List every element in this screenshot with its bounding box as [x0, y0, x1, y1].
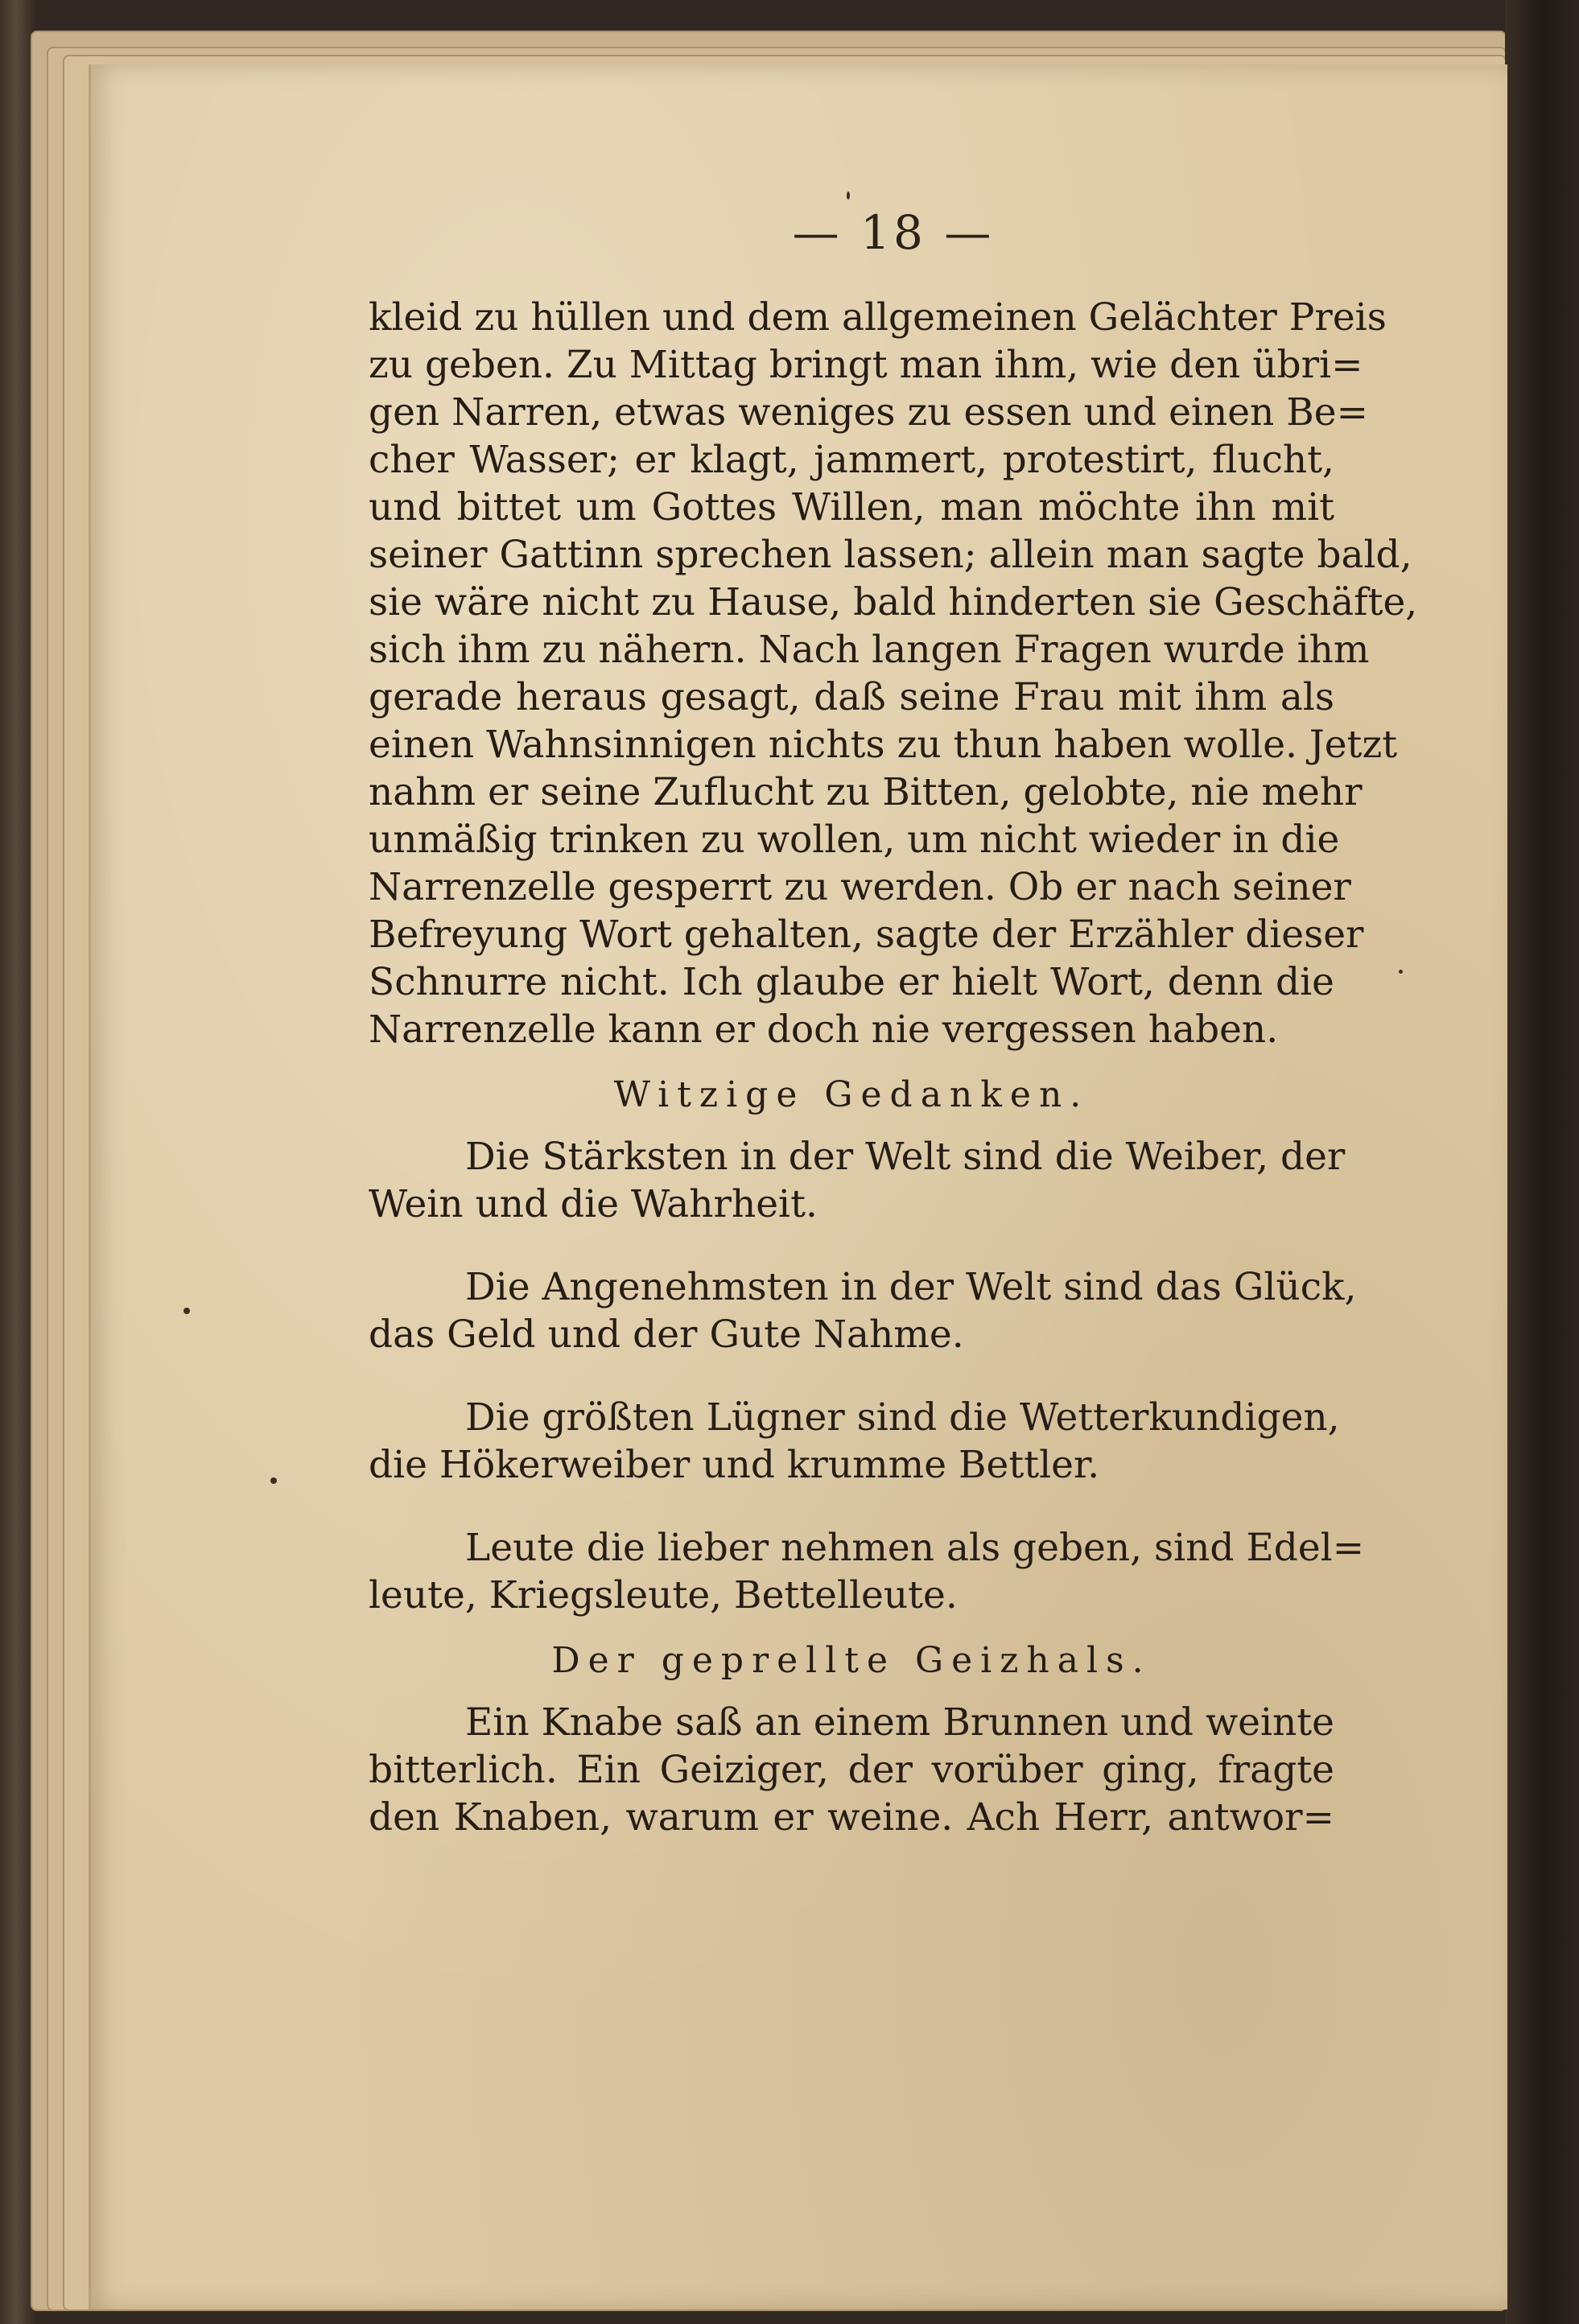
saying-line: Leute die lieber nehmen als geben, sind Edel= — [465, 1526, 1365, 1570]
text-line: cher Wasser; er klagt, jammert, protestirt, flucht, — [369, 438, 1334, 482]
saying-line: Die Angenehmsten in der Welt sind das Glück, — [465, 1265, 1357, 1309]
text-line: Narrenzelle gesperrt zu werden. Ob er nach seiner — [369, 865, 1351, 909]
page-text — [369, 294, 1418, 1841]
text-line: kleid zu hüllen und dem allgemeinen Gelächter Preis — [369, 295, 1387, 340]
section-heading: Witzige Gedanken. — [613, 1074, 1090, 1115]
paper-speck — [183, 1308, 190, 1314]
saying-line: Die Stärksten in der Welt sind die Weiber, der — [465, 1135, 1346, 1179]
text-line: sie wäre nicht zu Hause, bald hinderten sie Geschäfte, — [369, 580, 1418, 624]
saying-line: Die größten Lügner sind die Wetterkundigen, — [465, 1395, 1340, 1440]
page-number: — 18 — — [792, 205, 995, 260]
book-spine — [1505, 0, 1579, 2324]
text-line: einen Wahnsinnigen nichts zu thun haben wolle. Jetzt — [369, 723, 1398, 767]
text-line: Narrenzelle kann er doch nie vergessen haben. — [369, 1007, 1279, 1052]
saying-line: Wein und die Wahrheit. — [369, 1182, 818, 1226]
text-line: seiner Gattinn sprechen lassen; allein man sagte bald, — [369, 533, 1412, 577]
text-line: und bittet um Gottes Willen, man möchte ihn mit — [369, 485, 1334, 529]
text-line: gen Narren, etwas weniges zu essen und einen Be= — [369, 390, 1368, 435]
text-line: zu geben. Zu Mittag bringt man ihm, wie den übri= — [369, 343, 1363, 387]
saying-line: die Hökerweiber und krumme Bettler. — [369, 1443, 1100, 1487]
saying-line: das Geld und der Gute Nahme. — [369, 1312, 964, 1357]
paper-speck — [847, 192, 850, 200]
text-line: Befreyung Wort gehalten, sagte der Erzähler dieser — [369, 913, 1364, 957]
paper-speck — [1399, 970, 1403, 974]
saying-line: leute, Kriegsleute, Bettelleute. — [369, 1573, 958, 1617]
paper-speck — [270, 1477, 277, 1484]
story-line: Ein Knabe saß an einem Brunnen und weinte — [465, 1700, 1334, 1745]
text-line: unmäßig trinken zu wollen, um nicht wieder in die — [369, 818, 1340, 862]
section-heading: Der geprellte Geizhals. — [551, 1640, 1152, 1681]
text-line: Schnurre nicht. Ich glaube er hielt Wort, denn die — [369, 960, 1334, 1004]
text-line: sich ihm zu nähern. Nach langen Fragen wurde ihm — [369, 628, 1370, 672]
story-line: bitterlich. Ein Geiziger, der vorüber ging, fragte — [369, 1748, 1334, 1792]
story-line: den Knaben, warum er weine. Ach Herr, antwor= — [369, 1795, 1334, 1840]
text-line: gerade heraus gesagt, daß seine Frau mit ihm als — [369, 675, 1334, 719]
text-line: nahm er seine Zuflucht zu Bitten, gelobte, nie mehr — [369, 770, 1363, 814]
